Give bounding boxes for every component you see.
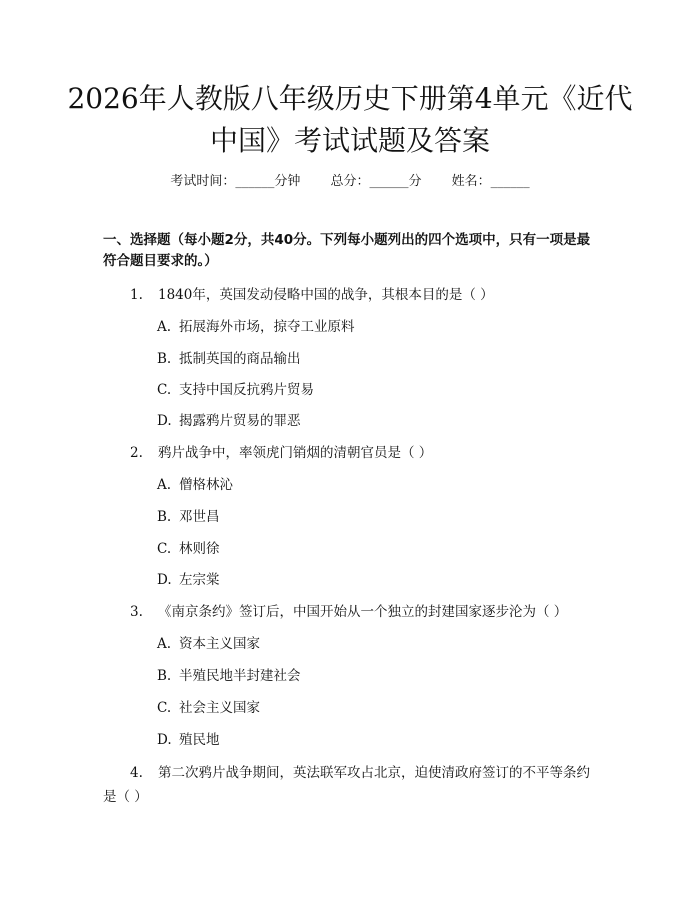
option-3d [157,728,220,748]
option-label: D. [157,572,172,588]
option-text: 支持中国反抗鸦片贸易 [179,382,314,398]
option-text: 僧格林沁 [179,477,233,493]
option-label: A. [157,477,172,493]
option-label: C. [157,700,172,716]
question-text: 1840年，英国发动侵略中国的战争，其根本目的是（ ） [158,287,494,303]
option-label: C. [157,382,172,398]
option-label: B. [157,351,172,367]
option-2c [157,537,220,557]
option-1c [157,378,314,398]
question-2 [130,441,432,461]
option-3b [157,664,301,684]
option-2d [157,568,220,588]
question-text: 第二次鸦片战争期间，英法联军攻占北京，迫使清政府签订的不平等条约是（ ） [103,765,590,805]
question-number: 1. [130,287,143,303]
question-number: 4. [130,765,143,781]
question-3 [130,600,567,620]
option-text: 拓展海外市场，掠夺工业原料 [179,319,355,335]
option-3c [157,696,260,716]
option-text: 殖民地 [179,732,220,748]
option-2a [157,473,233,493]
question-number: 3. [130,604,143,620]
option-label: A. [157,636,172,652]
total-score-field: 总分：______分 [330,174,422,189]
option-1d [157,409,301,429]
exam-time-field: 考试时间：______分钟 [170,174,301,189]
option-text: 抵制英国的商品输出 [179,351,301,367]
exam-info-line [0,170,700,189]
option-text: 资本主义国家 [179,636,260,652]
option-label: C. [157,541,172,557]
option-1a [157,315,355,335]
option-2b [157,505,220,525]
option-label: A. [157,319,172,335]
option-text: 邓世昌 [179,509,220,525]
question-number: 2. [130,445,143,461]
document-title: 2026年人教版八年级历史下册第4单元《近代中国》考试试题及答案 [67,82,633,157]
section-heading-multiple-choice: 一、选择题（每小题2分，共40分。下列每小题列出的四个选项中，只有一项是最符合题目要求的。） [103,232,591,269]
option-text: 揭露鸦片贸易的罪恶 [179,413,301,429]
option-label: B. [157,509,172,525]
option-text: 林则徐 [179,541,220,557]
option-label: D. [157,732,172,748]
option-text: 半殖民地半封建社会 [179,668,301,684]
name-field: 姓名：______ [451,174,530,189]
option-text: 社会主义国家 [179,700,260,716]
question-text: 鸦片战争中，率领虎门销烟的清朝官员是（ ） [158,445,433,461]
option-label: B. [157,668,172,684]
question-1 [130,283,494,303]
question-4 [103,761,603,809]
option-1b [157,347,301,367]
option-text: 左宗棠 [179,572,220,588]
option-label: D. [157,413,172,429]
question-text: 《南京条约》签订后，中国开始从一个独立的封建国家逐步沦为（ ） [158,604,568,620]
option-3a [157,632,260,652]
